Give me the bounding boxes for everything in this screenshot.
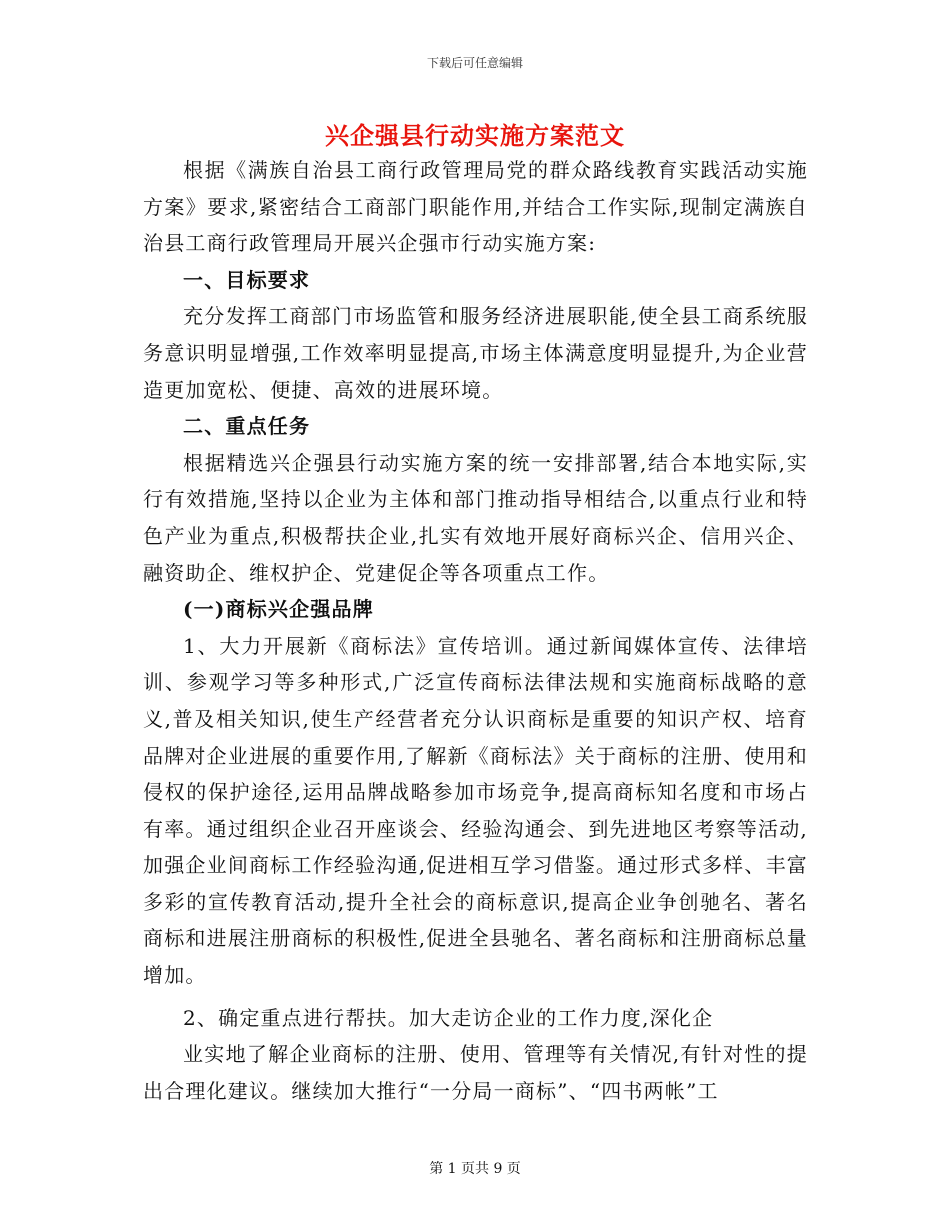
item-2-continuation: 业实地了解企业商标的注册、使用、管理等有关情况,有针对性的提出合理化建议。继续加大推行“一分局一商标”、“四书两帐”工: [143, 1042, 808, 1103]
header-note: 下载后可任意编辑: [426, 56, 523, 70]
item-1-paragraph: 1、大力开展新《商标法》宣传培训。通过新闻媒体宣传、法律培训、参观学习等多种形式,广泛宣传商标法律法规和实施商标战略的意义,普及相关知识,使生产经营者充分认识商标是重要的知识产权、培育品牌对企业进展的重要作用,了解新《商标法》关于商标的注册、使用和侵权的保护途径,运用品牌战略参加市场竞争,提高商标知名度和市场占有率。通过组织企业召开座谈会、经验沟通会、到先进地区考察等活动,加强企业间商标工作经验沟通,促进相互学习借鉴。通过形式多样、丰富多彩的宣传教育活动,提升全社会的商标意识,提高企业争创驰名、著名商标和进展注册商标的积极性,促进全县驰名、著名商标和注册商标总量增加。: [143, 633, 808, 988]
section-heading-goals: 一、目标要求: [183, 267, 311, 292]
document-body: [143, 152, 808, 1109]
goals-paragraph: 充分发挥工商部门市场监管和服务经济进展职能,使全县工商系统服务意识明显增强,工作效率明显提高,市场主体满意度明显提升,为企业营造更加宽松、便捷、高效的进展环境。: [143, 304, 808, 402]
subsection-heading-trademark: (一)商标兴企强品牌: [183, 597, 374, 622]
item-2-paragraph: 2、确定重点进行帮扶。加大走访企业的工作力度,深化企: [183, 1005, 714, 1030]
document-title: 兴企强县行动实施方案范文: [325, 121, 625, 150]
page-footer: 第 1 页共 9 页: [429, 1161, 521, 1177]
intro-paragraph: 根据《满族自治县工商行政管理局党的群众路线教育实践活动实施方案》要求,紧密结合工商部门职能作用,并结合工作实际,现制定满族自治县工商行政管理局开展兴企强市行动实施方案:: [143, 158, 808, 256]
tasks-paragraph: 根据精选兴企强县行动实施方案的统一安排部署,结合本地实际,实行有效措施,坚持以企业为主体和部门推动指导相结合,以重点行业和特色产业为重点,积极帮扶企业,扎实有效地开展好商标兴企、信用兴企、融资助企、维权护企、党建促企等各项重点工作。: [143, 450, 808, 585]
section-heading-tasks: 二、重点任务: [183, 414, 311, 439]
